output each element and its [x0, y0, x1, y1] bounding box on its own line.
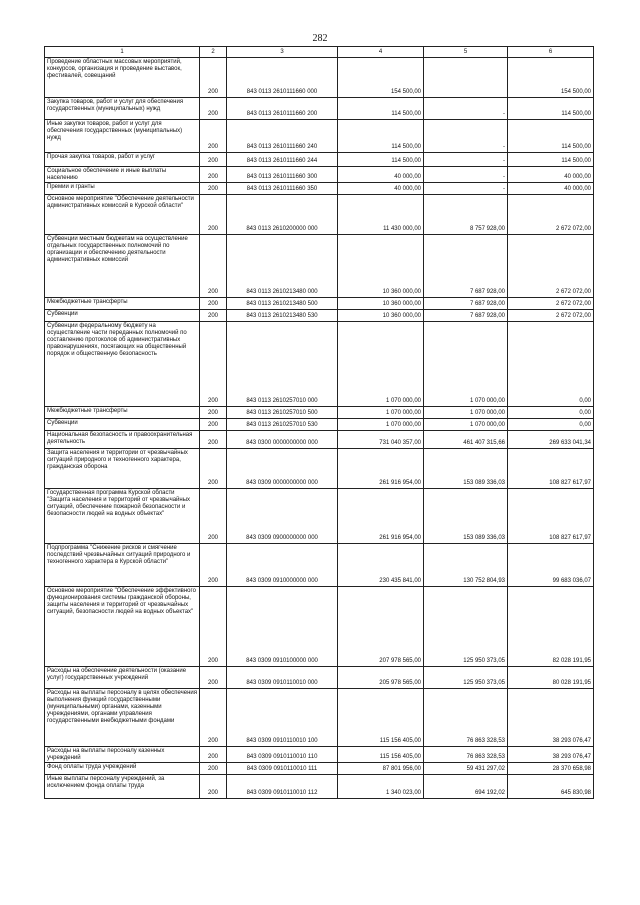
header-col-3: 3: [227, 47, 338, 58]
row-col2: 200: [200, 449, 227, 489]
table-row: [45, 544, 594, 587]
row-code: 843 0113 2610111660 000: [227, 58, 338, 98]
row-col2: 200: [200, 120, 227, 153]
row-name: Прочая закупка товаров, работ и услуг: [45, 153, 200, 167]
row-name: Расходы на выплаты персоналу в целях обеспечения выполнения функций государственными (муниципальными) органами, казенными учреждениями, органами управления государственными внебюджетными фондами: [45, 689, 200, 747]
table-row: [45, 120, 594, 153]
row-value-4: 114 500,00: [338, 98, 424, 120]
row-name: Основное мероприятие "Обеспечение эффективного функционирования системы гражданской обороны, защиты населения и территорий от чрезвычайных ситуаций, безопасности людей на водных объектах": [45, 587, 200, 667]
row-value-6: 269 633 041,34: [508, 431, 594, 449]
header-col-2: 2: [200, 47, 227, 58]
row-value-4: 1 070 000,00: [338, 407, 424, 419]
row-name: Премии и гранты: [45, 183, 200, 195]
row-code: 843 0113 2610111660 200: [227, 98, 338, 120]
table-row: [45, 763, 594, 775]
row-value-4: 1 070 000,00: [338, 419, 424, 431]
row-value-6: 0,00: [508, 322, 594, 407]
row-value-6: 38 293 076,47: [508, 689, 594, 747]
row-value-5: -: [424, 153, 508, 167]
table-row: [45, 167, 594, 183]
row-code: 843 0113 2610111660 300: [227, 167, 338, 183]
row-col2: 200: [200, 431, 227, 449]
row-value-6: 645 830,98: [508, 775, 594, 799]
row-value-5: 59 431 297,02: [424, 763, 508, 775]
row-code: 843 0300 0000000000 000: [227, 431, 338, 449]
row-value-5: 1 070 000,00: [424, 322, 508, 407]
header-col-6: 6: [508, 47, 594, 58]
row-col2: 200: [200, 167, 227, 183]
row-name: Межбюджетные трансферты: [45, 407, 200, 419]
table-row: [45, 98, 594, 120]
table-row: [45, 747, 594, 763]
row-code: 843 0309 0910110010 112: [227, 775, 338, 799]
row-value-4: 261 916 954,00: [338, 449, 424, 489]
row-code: 843 0113 2610257010 000: [227, 322, 338, 407]
row-name: Субвенции: [45, 310, 200, 322]
row-code: 843 0309 0900000000 000: [227, 489, 338, 544]
table-row: [45, 775, 594, 799]
row-value-5: -: [424, 167, 508, 183]
row-value-5: 461 407 315,66: [424, 431, 508, 449]
row-col2: 200: [200, 689, 227, 747]
row-value-4: 40 000,00: [338, 167, 424, 183]
row-value-6: 2 672 072,00: [508, 298, 594, 310]
row-code: 843 0113 2610257010 530: [227, 419, 338, 431]
row-value-6: 114 500,00: [508, 120, 594, 153]
row-value-4: 731 040 357,00: [338, 431, 424, 449]
row-value-4: 1 070 000,00: [338, 322, 424, 407]
row-value-5: 7 687 928,00: [424, 298, 508, 310]
row-value-6: 0,00: [508, 407, 594, 419]
row-value-5: 153 089 336,03: [424, 489, 508, 544]
row-name: Проведение областных массовых мероприятий, конкурсов, организация и проведение выставок, фестивалей, совещаний: [45, 58, 200, 98]
table-row: [45, 298, 594, 310]
row-value-4: 261 916 954,00: [338, 489, 424, 544]
row-name: Национальная безопасность и правоохранительная деятельность: [45, 431, 200, 449]
table-row: [45, 235, 594, 298]
row-value-5: -: [424, 98, 508, 120]
row-value-4: 154 500,00: [338, 58, 424, 98]
row-value-6: 0,00: [508, 419, 594, 431]
row-col2: 200: [200, 667, 227, 689]
table-row: [45, 153, 594, 167]
row-name: Социальное обеспечение и иные выплаты населению: [45, 167, 200, 183]
row-code: 843 0309 0910110010 000: [227, 667, 338, 689]
row-value-5: 8 757 928,00: [424, 195, 508, 235]
row-code: 843 0113 2610213480 500: [227, 298, 338, 310]
row-name: Иные выплаты персоналу учреждений, за исключением фонда оплаты труда: [45, 775, 200, 799]
table-row: [45, 310, 594, 322]
row-value-5: 125 950 373,05: [424, 587, 508, 667]
table-row: [45, 449, 594, 489]
row-col2: 200: [200, 747, 227, 763]
row-code: 843 0309 0910110010 110: [227, 747, 338, 763]
row-code: 843 0309 0910110010 111: [227, 763, 338, 775]
row-value-5: 1 070 000,00: [424, 419, 508, 431]
row-value-6: 28 370 658,98: [508, 763, 594, 775]
row-value-5: 153 089 336,03: [424, 449, 508, 489]
row-value-4: 11 430 000,00: [338, 195, 424, 235]
row-code: 843 0309 0910100000 000: [227, 587, 338, 667]
row-code: 843 0309 0910110010 100: [227, 689, 338, 747]
row-value-5: 1 070 000,00: [424, 407, 508, 419]
table-row: [45, 195, 594, 235]
row-value-4: 10 360 000,00: [338, 310, 424, 322]
row-value-5: 130 752 804,93: [424, 544, 508, 587]
row-name: Субвенции местным бюджетам на осуществление отдельных государственных полномочий по организации и обеспечению деятельности административных комиссий: [45, 235, 200, 298]
row-value-6: 40 000,00: [508, 183, 594, 195]
table-row: [45, 183, 594, 195]
row-value-6: 114 500,00: [508, 153, 594, 167]
row-col2: 200: [200, 489, 227, 544]
header-col-5: 5: [424, 47, 508, 58]
header-col-4: 4: [338, 47, 424, 58]
row-code: 843 0113 2610111660 244: [227, 153, 338, 167]
row-value-4: 230 435 841,00: [338, 544, 424, 587]
row-col2: 200: [200, 195, 227, 235]
row-value-5: 76 863 328,53: [424, 689, 508, 747]
row-name: Иные закупки товаров, работ и услуг для обеспечения государственных (муниципальных) нужд: [45, 120, 200, 153]
row-code: 843 0113 2610200000 000: [227, 195, 338, 235]
row-value-6: 2 672 072,00: [508, 310, 594, 322]
row-value-5: 694 192,02: [424, 775, 508, 799]
row-value-6: 80 028 191,95: [508, 667, 594, 689]
row-value-5: 7 687 928,00: [424, 235, 508, 298]
table-row: [45, 419, 594, 431]
row-value-5: -: [424, 120, 508, 153]
row-name: Защита населения и территории от чрезвычайных ситуаций природного и техногенного характера, гражданская оборона: [45, 449, 200, 489]
row-name: Межбюджетные трансферты: [45, 298, 200, 310]
table-row: [45, 689, 594, 747]
row-value-6: 99 683 036,07: [508, 544, 594, 587]
table-row: [45, 431, 594, 449]
row-name: Расходы на обеспечение деятельности (оказание услуг) государственных учреждений: [45, 667, 200, 689]
row-value-5: [424, 58, 508, 98]
row-col2: 200: [200, 310, 227, 322]
row-value-6: 2 672 072,00: [508, 235, 594, 298]
row-code: 843 0113 2610111660 350: [227, 183, 338, 195]
row-value-4: 114 500,00: [338, 153, 424, 167]
row-value-4: 40 000,00: [338, 183, 424, 195]
row-value-6: 114 500,00: [508, 98, 594, 120]
row-name: Субвенции: [45, 419, 200, 431]
table-row: [45, 667, 594, 689]
row-value-6: 154 500,00: [508, 58, 594, 98]
row-name: Основное мероприятие "Обеспечение деятельности административных комиссий в Курской области": [45, 195, 200, 235]
row-value-6: 108 827 617,97: [508, 489, 594, 544]
row-code: 843 0113 2610111660 240: [227, 120, 338, 153]
row-col2: 200: [200, 775, 227, 799]
row-name: Государственная программа Курской области "Защита населения и территорий от чрезвычайных ситуаций, обеспечение пожарной безопасности и безопасности людей на водных объектах": [45, 489, 200, 544]
row-col2: 200: [200, 235, 227, 298]
table-row: [45, 489, 594, 544]
budget-table: [44, 46, 594, 799]
page-number: 282: [312, 33, 328, 44]
row-value-4: 10 360 000,00: [338, 298, 424, 310]
row-code: 843 0113 2610213480 530: [227, 310, 338, 322]
row-code: 843 0113 2610257010 500: [227, 407, 338, 419]
table-header: [45, 47, 594, 58]
row-col2: 200: [200, 183, 227, 195]
row-code: 843 0309 0910000000 000: [227, 544, 338, 587]
row-value-4: 115 156 405,00: [338, 747, 424, 763]
row-value-6: 82 028 191,95: [508, 587, 594, 667]
row-value-4: 114 500,00: [338, 120, 424, 153]
row-col2: 200: [200, 322, 227, 407]
table-row: [45, 407, 594, 419]
table-body: [45, 58, 594, 799]
row-col2: 200: [200, 153, 227, 167]
row-name: Подпрограмма "Снижение рисков и смягчение последствий чрезвычайных ситуаций природного и техногенного характера в Курской области": [45, 544, 200, 587]
table-row: [45, 322, 594, 407]
row-col2: 200: [200, 98, 227, 120]
row-code: 843 0309 0000000000 000: [227, 449, 338, 489]
row-value-4: 205 978 565,00: [338, 667, 424, 689]
row-value-6: 38 293 076,47: [508, 747, 594, 763]
row-value-4: 1 340 023,00: [338, 775, 424, 799]
row-value-5: 7 687 928,00: [424, 310, 508, 322]
row-value-4: 10 360 000,00: [338, 235, 424, 298]
row-col2: 200: [200, 58, 227, 98]
row-col2: 200: [200, 763, 227, 775]
row-name: Расходы на выплаты персоналу казенных учреждений: [45, 747, 200, 763]
table-row: [45, 587, 594, 667]
row-code: 843 0113 2610213480 000: [227, 235, 338, 298]
row-name: Закупка товаров, работ и услуг для обеспечения государственных (муниципальных) нужд: [45, 98, 200, 120]
row-col2: 200: [200, 298, 227, 310]
row-col2: 200: [200, 544, 227, 587]
row-name: Субвенции федеральному бюджету на осуществление части переданных полномочий по составлению протоколов об административных правонарушениях, посягающих на общественный порядок и общественную безопасность: [45, 322, 200, 407]
row-value-5: 125 950 373,05: [424, 667, 508, 689]
row-value-5: 76 863 328,53: [424, 747, 508, 763]
row-col2: 200: [200, 419, 227, 431]
row-col2: 200: [200, 407, 227, 419]
header-col-1: 1: [45, 47, 200, 58]
row-name: Фонд оплаты труда учреждений: [45, 763, 200, 775]
row-col2: 200: [200, 587, 227, 667]
row-value-6: 108 827 617,97: [508, 449, 594, 489]
row-value-4: 87 801 956,00: [338, 763, 424, 775]
table-row: [45, 58, 594, 98]
row-value-5: -: [424, 183, 508, 195]
row-value-4: 207 978 565,00: [338, 587, 424, 667]
row-value-6: 40 000,00: [508, 167, 594, 183]
row-value-6: 2 672 072,00: [508, 195, 594, 235]
row-value-4: 115 156 405,00: [338, 689, 424, 747]
